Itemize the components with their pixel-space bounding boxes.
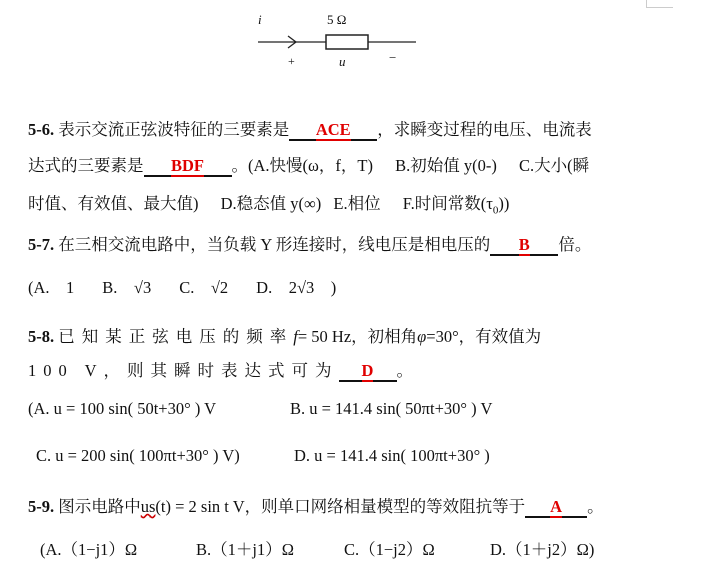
q57-answer: B [518, 235, 530, 254]
q56-text: 表示交流正弦波特征的三要素是 [58, 120, 290, 139]
q58-option-c: C. u = 200 sin( 100πt+30° ) V) [36, 446, 240, 465]
q57-number: 5-7. [28, 235, 55, 254]
q59-number: 5-9. [28, 497, 55, 516]
q58-blank [339, 362, 397, 382]
q56-line3 [28, 194, 509, 220]
resistor-label: 5 Ω [327, 12, 347, 27]
q58-options-row1 [28, 399, 216, 419]
q57-text: 在三相交流电路中，当负载 Y 形连接时，线电压是相电压的 [58, 235, 491, 254]
q58-option-d: D. u = 141.4 sin( 100πt+30° ) [294, 446, 490, 465]
q56-answer2: BDF [171, 156, 204, 175]
q59-text: (t) = 2 sin t V，则单口网络相量模型的等效阻抗等于 [155, 497, 526, 516]
q57-option-a: (A. 1 [28, 278, 75, 297]
q56-line1 [28, 120, 592, 141]
q58-option-b: B. u = 141.4 sin( 50πt+30° ) V [290, 399, 493, 418]
page-corner-mark [646, 0, 673, 8]
resistor-symbol [326, 35, 368, 49]
minus-sign: − [389, 50, 397, 65]
q58-text: 已知某正弦电压的频率 [58, 327, 294, 346]
q57-option-c: C. √2 [179, 278, 229, 297]
q56-option-b: B.初始值 y(0-) [395, 156, 497, 175]
q56-option-c: C.大小(瞬 [518, 156, 590, 175]
plus-sign: + [288, 54, 295, 68]
q56-text: 达式的三要素是 [28, 156, 144, 175]
q59-blank [525, 498, 587, 518]
q56-blank2 [144, 157, 232, 177]
q59-text: 图示电路中 [58, 497, 141, 516]
q57-option-b: B. √3 [102, 278, 152, 297]
q56-line2 [28, 156, 589, 177]
q58-answer: D [361, 361, 374, 380]
current-label: i [258, 12, 262, 27]
q58-end: 。 [396, 361, 413, 380]
q59-end: 。 [587, 497, 604, 516]
q58-text: 100 V，则其瞬时表达式可为 [28, 361, 339, 380]
q57-options [28, 278, 336, 298]
q58-phi-symbol: φ [417, 327, 427, 346]
q58-number: 5-8. [28, 327, 55, 346]
q58-f-symbol: f [293, 327, 298, 346]
q56-option-e: E.相位 [333, 194, 381, 213]
q58-text: = 50 Hz，初相角 [297, 327, 418, 346]
q56-text: ，求瞬变过程的电压、电流表 [377, 120, 592, 139]
voltage-label: u [339, 54, 346, 69]
q59-option-b: B.（1＋j1）Ω [196, 540, 294, 559]
q56-text: 。(A.快慢(ω，f，T) [231, 156, 373, 175]
q58-line2 [28, 361, 413, 382]
q56-blank1 [289, 121, 377, 141]
q59-us-symbol: us [140, 497, 156, 516]
q59-line1 [28, 497, 604, 518]
q59-option-a: (A.（1−j1）Ω [40, 540, 138, 559]
q56-option-f: F.时间常数$(\tau_0)$) [402, 194, 510, 217]
q59-option-c: C.（1−j2）Ω [344, 540, 435, 559]
q56-number: 5-6. [28, 120, 55, 139]
q58-text: =30°，有效值为 [426, 327, 542, 346]
q57-option-d: D. 2√3 ) [256, 278, 337, 297]
q59-answer: A [550, 497, 563, 516]
q56-answer1: ACE [315, 120, 351, 139]
q56-option-d: D.稳态值 y(∞) [220, 194, 322, 213]
q56-option-c-cont: 时值、有效值、最大值) [28, 194, 199, 213]
q59-option-d: D.（1＋j2）Ω) [490, 540, 595, 559]
q57-line1 [28, 235, 591, 256]
q57-text: 倍。 [558, 235, 592, 254]
q58-line1 [28, 327, 541, 347]
q57-blank [490, 236, 558, 256]
q58-option-a: (A. u = 100 sin( 50t+30° ) V [28, 399, 217, 418]
